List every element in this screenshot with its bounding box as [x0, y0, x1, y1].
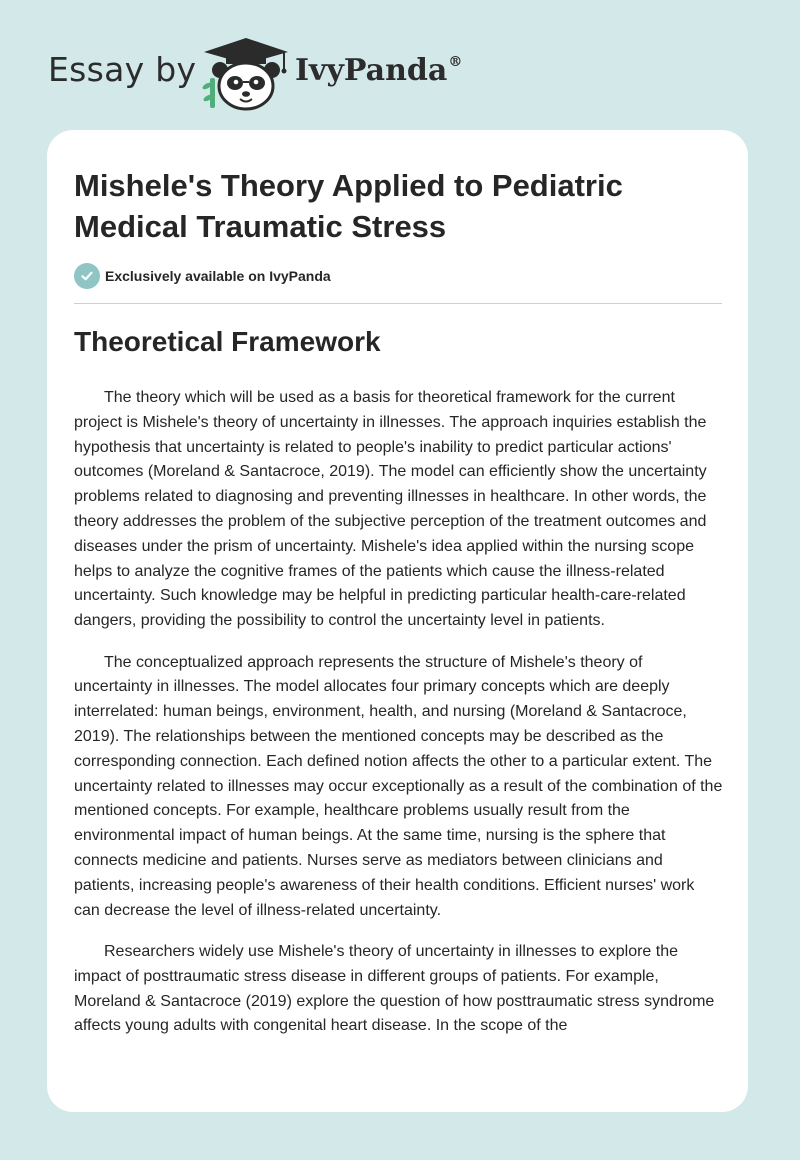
paragraph: The theory which will be used as a basis for theoretical framework for the current project is Mishele's theory of uncertainty in illnesses. The approach inquiries establish the hypothesis that uncertainty is related to people's inability to predict particular actions' outcomes (Moreland & Santacroce, 2019). The model can efficiently show the uncertainty problems related to diagnosing and preventing illnesses in healthcare. In other words, the theory addresses the problem of the subjective perception of the treatment outcomes and diseases under the prism of uncertainty. Mishele's idea applied within the nursing scope helps to analyze the cognitive frames of the patients which cause the illness-related uncertainty. Such knowledge may be helpful in predicting particular health-care-related dangers, providing the possibility to control the uncertainty level in patients. [74, 389, 707, 630]
brand-prefix: Essay by [48, 50, 197, 89]
exclusive-badge [74, 263, 331, 289]
essay-card [47, 130, 748, 1112]
article-body [74, 386, 724, 1056]
site-header [0, 0, 800, 130]
paragraph: Researchers widely use Mishele's theory of uncertainty in illnesses to explore the impact of posttraumatic stress disease in different groups of patients. For example, Moreland & Santacroce (2019) explore the question of how posttraumatic stress syndrome affects young adults with congenital heart disease. In the scope of the [74, 942, 715, 1035]
brand-name[interactable]: IvyPanda® [295, 53, 463, 88]
check-circle-icon [74, 263, 100, 289]
section-heading: Theoretical Framework [74, 326, 381, 357]
badge-text: Exclusively available on IvyPanda [105, 268, 331, 284]
page-title: Mishele's Theory Applied to Pediatric Medical Traumatic Stress [74, 168, 623, 244]
paragraph: The conceptualized approach represents the structure of Mishele's theory of uncertainty in illnesses. The model allocates four primary concepts which are deeply interrelated: human beings, environment, health, and nursing (Moreland & Santacroce, 2019). The relationships between the mentioned concepts may be described as the corresponding connection. Each defined notion affects the other to a particular extent. The uncertainty related to illnesses may occur exceptionally as a result of the combination of the mentioned concepts. For example, healthcare problems usually result from the environmental impact of human beings. At the same time, nursing is the sphere that connects medicine and patients. Nurses serve as mediators between clinicians and patients, increasing people's awareness of their health conditions. Efficient nurses' work can decrease the level of illness-related uncertainty. [74, 653, 723, 919]
panda-graduate-icon[interactable] [200, 36, 292, 112]
divider [74, 303, 722, 304]
